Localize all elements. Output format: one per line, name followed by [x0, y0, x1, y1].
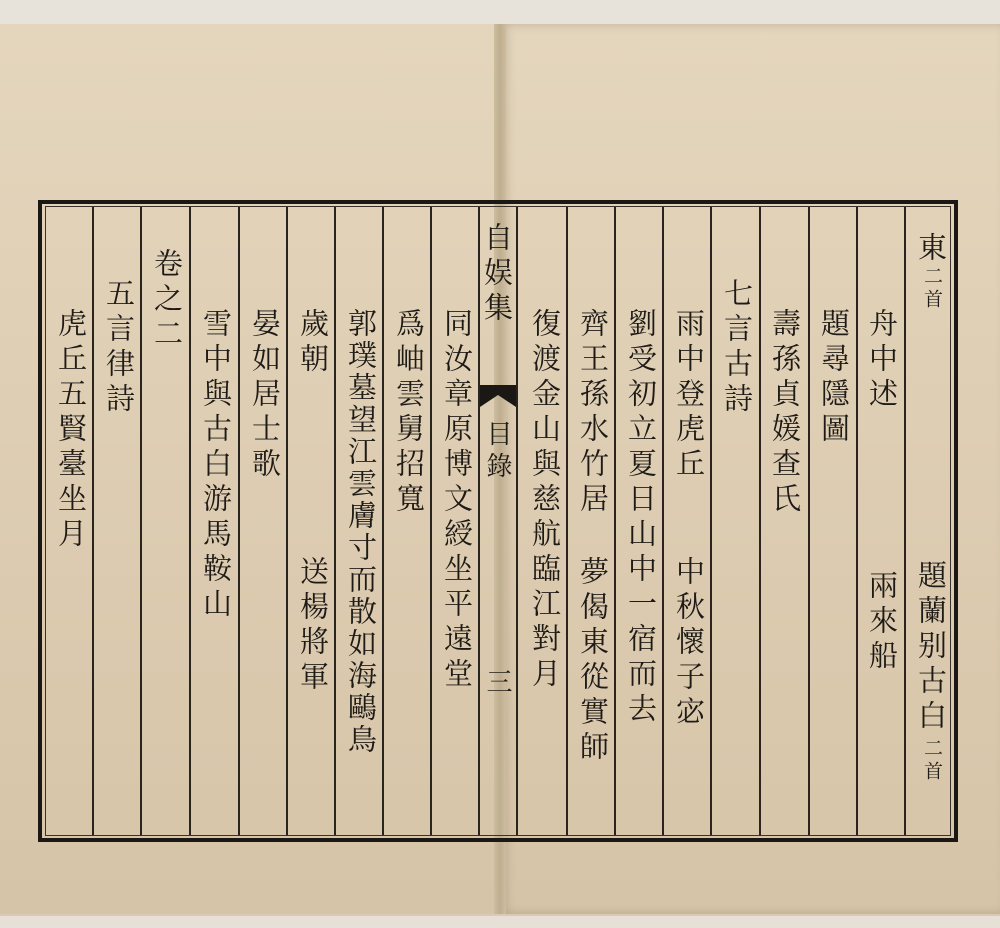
entry-title: 送楊將軍 — [296, 556, 330, 696]
entry-title: 劉受初立夏日山中一宿而去 — [624, 308, 658, 728]
fishtail-mark — [480, 385, 516, 411]
entry-title: 中秋懷子宓 — [672, 556, 706, 731]
entry-title: 郭璞墓望江雲膚寸而散如海鷗鳥 — [344, 308, 378, 756]
column-rule — [856, 207, 858, 835]
entry-note: 二首 — [921, 738, 943, 784]
book-title: 自娱集 — [480, 222, 514, 327]
column-rule — [286, 207, 288, 835]
column-rule — [566, 207, 568, 835]
entry-title: 兩來船 — [865, 570, 899, 675]
entry-title: 題尋隱圖 — [817, 308, 851, 448]
entry-title: 同汝章原博文綬坐平遠堂 — [440, 308, 474, 693]
column-rule — [189, 207, 191, 835]
column-rule — [140, 207, 142, 835]
entry-title: 復渡金山與慈航臨江對月 — [528, 308, 562, 693]
entry-note: 二首 — [921, 266, 943, 312]
column-rule — [614, 207, 616, 835]
volume-heading: 卷之二 — [150, 248, 184, 353]
page-number: 三 — [482, 668, 512, 700]
column-rule — [904, 207, 906, 835]
column-rule — [710, 207, 712, 835]
column-rule — [759, 207, 761, 835]
section-heading: 七言古詩 — [720, 278, 754, 418]
column-rule — [334, 207, 336, 835]
section-heading: 五言律詩 — [102, 278, 136, 418]
column-rule — [382, 207, 384, 835]
entry-title: 雨中登虎丘 — [672, 308, 706, 483]
entry-title: 晏如居士歌 — [248, 308, 282, 483]
entry-title: 齊王孫水竹居 — [576, 308, 610, 518]
section-label: 目錄 — [482, 420, 512, 484]
column-rule — [662, 207, 664, 835]
scan-bottom-margin — [0, 916, 1000, 928]
entry-title: 歲朝 — [296, 308, 330, 378]
entry-title: 虎丘五賢臺坐月 — [54, 308, 88, 553]
entry-title: 壽孫貞媛查氏 — [768, 308, 802, 518]
entry-title: 夢偈東從實師 — [576, 556, 610, 766]
entry-title: 爲岫雲舅招寬 — [392, 308, 426, 518]
entry-title: 雪中與古白游馬鞍山 — [199, 308, 233, 623]
entry-title: 題蘭别古白 — [914, 560, 948, 735]
column-rule — [808, 207, 810, 835]
column-rule — [430, 207, 432, 835]
column-rule — [238, 207, 240, 835]
column-rule — [92, 207, 94, 835]
entry-text: 東 — [914, 232, 948, 267]
entry-title: 舟中述 — [865, 308, 899, 413]
